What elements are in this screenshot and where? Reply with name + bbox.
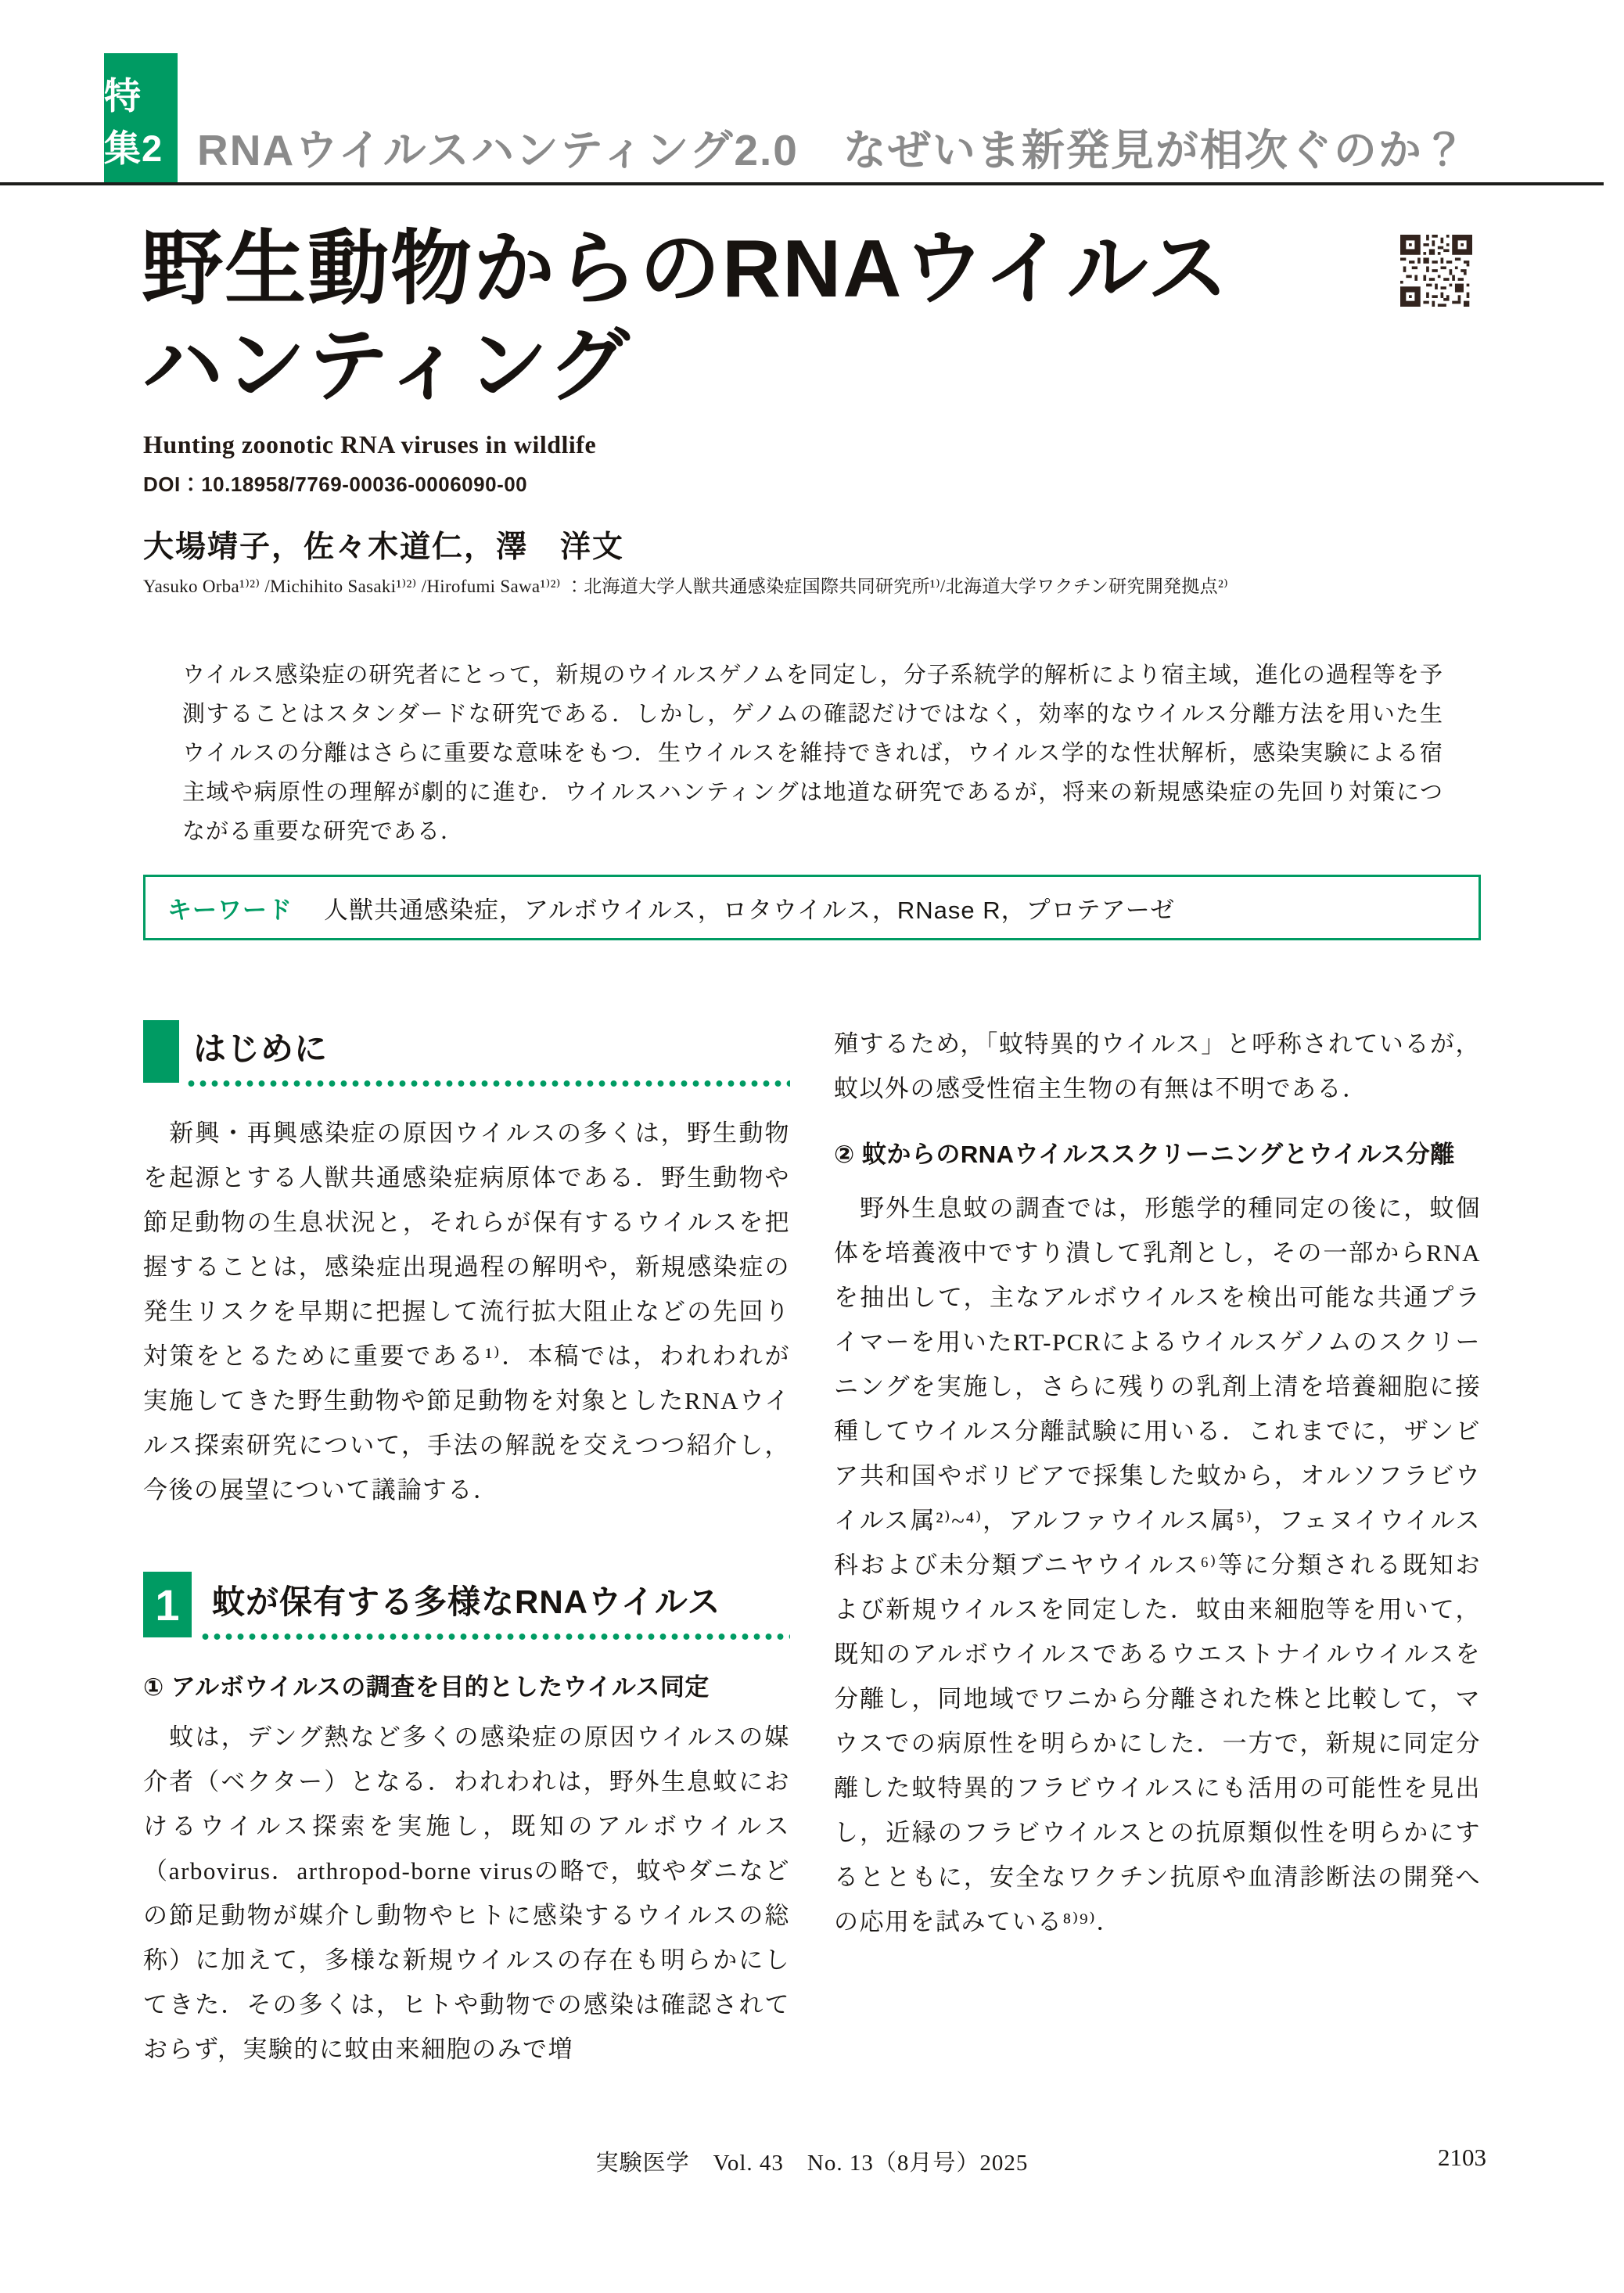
article-title (142, 221, 1230, 415)
body-columns (143, 1017, 1481, 2072)
section-header-intro (143, 1017, 790, 1089)
keywords-list: 人獣共通感染症，アルボウイルス，ロタウイルス，RNase R，プロテアーゼ (324, 896, 1176, 924)
section-title-intro: はじめに (193, 1030, 329, 1067)
article-subtitle-english: Hunting zoonotic RNA viruses in wildlife (143, 430, 597, 458)
series-tag-badge (104, 53, 178, 185)
section-dotted-rule (185, 1080, 790, 1087)
continuation-paragraph: 殖するため，「蚊特異的ウイルス」と呼称されているが，蚊以外の感受性宿主生物の有無は不明である． (834, 1030, 1481, 1102)
section-header-1 (143, 1570, 790, 1642)
section-marker-square (143, 1020, 179, 1083)
series-title: RNAウイルスハンティング2.0 なぜいま新発見が相次ぐのか？ (197, 126, 1468, 174)
intro-paragraph: 新興・再興感染症の原因ウイルスの多くは，野生動物を起源とする人獣共通感染症病原体である．野生動物や節足動物の生息状況と，それらが保有するウイルスを把握することは，感染症出現過程の解明や，新規感染症の発生リスクを早期に把握して流行拡大阻止などの先回り対策をとるために重要である¹⁾．本稿では，われわれが実施してきた野生動物や節足動物を対象としたRNAウイルス探索研究について，手法の解説を交えつつ紹介し，今後の展望について議論する． (143, 1120, 790, 1504)
doi-text: DOI：10.18958/7769-00036-0006090-00 (143, 473, 528, 496)
article-title-line2: ハンティング (142, 321, 631, 412)
series-tag-label: 特集2 (104, 75, 163, 169)
authors-romanized-affiliations: Yasuko Orba¹⁾²⁾ /Michihito Sasaki¹⁾²⁾ /Hirofumi Sawa¹⁾²⁾ ：北海道大学人獣共通感染症国際共同研究所¹⁾/北海道大学ワクチン研究開発拠点²⁾ (143, 577, 1229, 596)
right-column (834, 1017, 1481, 2072)
footer-page-number: 2103 (1438, 2144, 1486, 2171)
abstract-paragraph: ウイルス感染症の研究者にとって，新規のウイルスゲノムを同定し，分子系統学的解析により宿主域，進化の過程等を予測することはスタンダードな研究である．しかし，ゲノムの確認だけではなく，効率的なウイルス分離方法を用いた生ウイルスの分離はさらに重要な意味をもつ．生ウイルスを維持できれば，ウイルス学的な性状解析，感染実験による宿主域や病原性の理解が劇的に進む．ウイルスハンティングは地道な研究であるが，将来の新規感染症の先回り対策につながる重要な研究である． (182, 663, 1443, 844)
subsection-heading-1: ① アルボウイルスの調査を目的としたウイルス同定 (143, 1673, 710, 1701)
footer-journal-info: 実験医学 Vol. 43 No. 13（8月号）2025 (595, 2151, 1029, 2176)
article-title-line1: 野生動物からのRNAウイルス (142, 224, 1231, 314)
subsection-heading-2: ② 蚊からのRNAウイルススクリーニングとウイルス分離 (834, 1141, 1455, 1168)
keywords-box (143, 875, 1481, 940)
header-divider (0, 182, 1604, 185)
subsection-2-paragraph: 野外生息蚊の調査では，形態学的種同定の後に，蚊個体を培養液中ですり潰して乳剤とし，その一部からRNAを抽出して，主なアルボウイルスを検出可能な共通プライマーを用いたRT-PCRによるウイルスゲノムのスクリーニングを実施し，さらに残りの乳剤上清を培養細胞に接種してウイルス分離試験に用いる．これまでに，ザンビア共和国やボリビアで採集した蚊から，オルソフラビウイルス属²⁾~⁴⁾，アルファウイルス属⁵⁾，フェヌイウイルス科および未分類ブニヤウイルス⁶⁾等に分類される既知および新規ウイルスを同定した．蚊由来細胞等を用いて，既知のアルボウイルスであるウエストナイルウイルスを分離し，同地域でワニから分離された株と比較して，マウスでの病原性を明らかにした．一方で，新規に同定分離した蚊特異的フラビウイルスにも活用の可能性を見出し，近縁のフラビウイルスとの抗原類似性を明らかにするとともに，安全なワクチン抗原や血清診断法の開発への応用を試みている⁸⁾⁹⁾． (834, 1195, 1481, 1935)
qr-code-icon (1400, 235, 1472, 307)
section-number-badge: 1 (143, 1572, 192, 1637)
authors-japanese: 大場靖子，佐々木道仁，澤 洋文 (143, 530, 625, 564)
left-column (143, 1017, 790, 2072)
section-title-1: 蚊が保有する多様なRNAウイルス (212, 1583, 721, 1620)
subsection-1-paragraph: 蚊は，デング熱など多くの感染症の原因ウイルスの媒介者（ベクター）となる．われわれは，野外生息蚊におけるウイルス探索を実施し，既知のアルボウイルス（arbovirus．arthropod-borne virusの略で，蚊やダニなどの節足動物が媒介し動物やヒトに感染するウイルスの総称）に加えて，多様な新規ウイルスの存在も明らかにしてきた．その多くは，ヒトや動物での感染は確認されておらず，実験的に蚊由来細胞のみで増 (143, 1723, 790, 2063)
keywords-label: キーワード (167, 896, 293, 924)
section-dotted-rule (199, 1633, 790, 1641)
